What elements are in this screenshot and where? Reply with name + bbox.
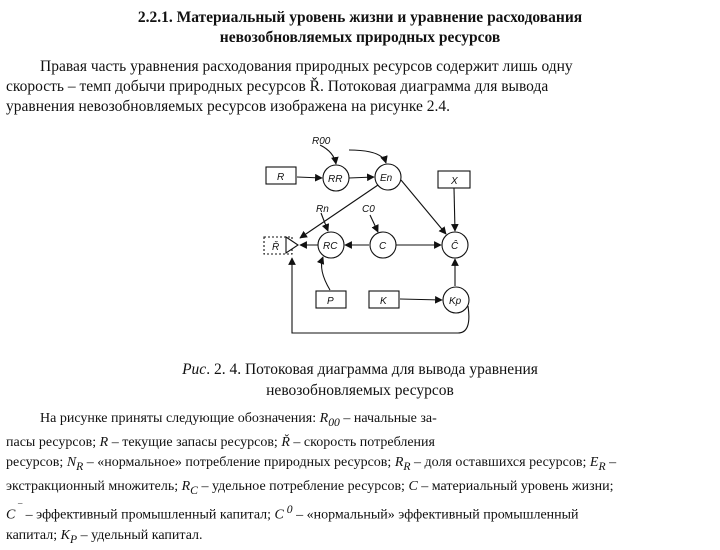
label-x: X (451, 176, 458, 187)
label-cbar: Ĉ (451, 241, 459, 252)
legend-line-3: ресурсов; $N_R$ – «нормальное» потребление природных ресурсов; $R_R$ – доля оставшихся ресурсов; $E_R$ – (6, 454, 617, 473)
label-p: P (327, 296, 334, 307)
legend-line-5: C ‾ – эффективный промышленный капитал; C $^0$ – «нормальный» эффективный промышленный (6, 503, 579, 524)
intro-paragraph (6, 57, 714, 117)
intro-line-2: скорость – темп добычи природных ресурсов Ř. Потоковая диаграмма для вывода (6, 78, 549, 95)
label-rr: RR (328, 174, 343, 185)
section-title-line1: 2.2.1. Материальный уровень жизни и уравнение расходования (137, 9, 583, 26)
label-r: R (277, 172, 285, 183)
intro-line-1: Правая часть уравнения расходования природных ресурсов содержит лишь одну (40, 58, 573, 75)
intro-line-3: уравнения невозобновляемых ресурсов изображена на рисунке 2.4. (6, 98, 451, 115)
section-title (0, 8, 720, 48)
label-c: C (379, 241, 387, 252)
legend-paragraph (6, 409, 714, 550)
legend-line-6: капитал; $K_P$ – удельный капитал. (6, 528, 203, 546)
label-k: K (380, 296, 387, 307)
figure-caption (0, 359, 720, 401)
legend-line-4: экстракционный множитель; $R_C$ – удельное потребление ресурсов; C – материальный уровень жизни; (6, 478, 614, 497)
legend-line-1: На рисунке приняты следующие обозначения: $R_{00}$ – начальные за- (40, 411, 437, 429)
label-rc: RC (323, 241, 338, 252)
section-title-line2: невозобновляемых природных ресурсов (219, 29, 501, 46)
caption-line-2: невозобновляемых ресурсов (266, 382, 454, 399)
label-en: En (380, 173, 393, 184)
flow-diagram (0, 130, 720, 350)
label-rn: Rn (316, 204, 329, 215)
caption-line-1: Рис. 2. 4. Потоковая диаграмма для вывода уравнения (182, 361, 538, 378)
label-c0: C0 (362, 204, 375, 215)
label-kp: Kp (449, 296, 462, 307)
label-rdot: Ř (272, 242, 280, 253)
r-dot-symbol: Ř (309, 78, 320, 95)
legend-line-2: пасы ресурсов; R – текущие запасы ресурсов; Ř – скорость потребления (6, 434, 435, 450)
label-r00: R00 (312, 136, 331, 147)
